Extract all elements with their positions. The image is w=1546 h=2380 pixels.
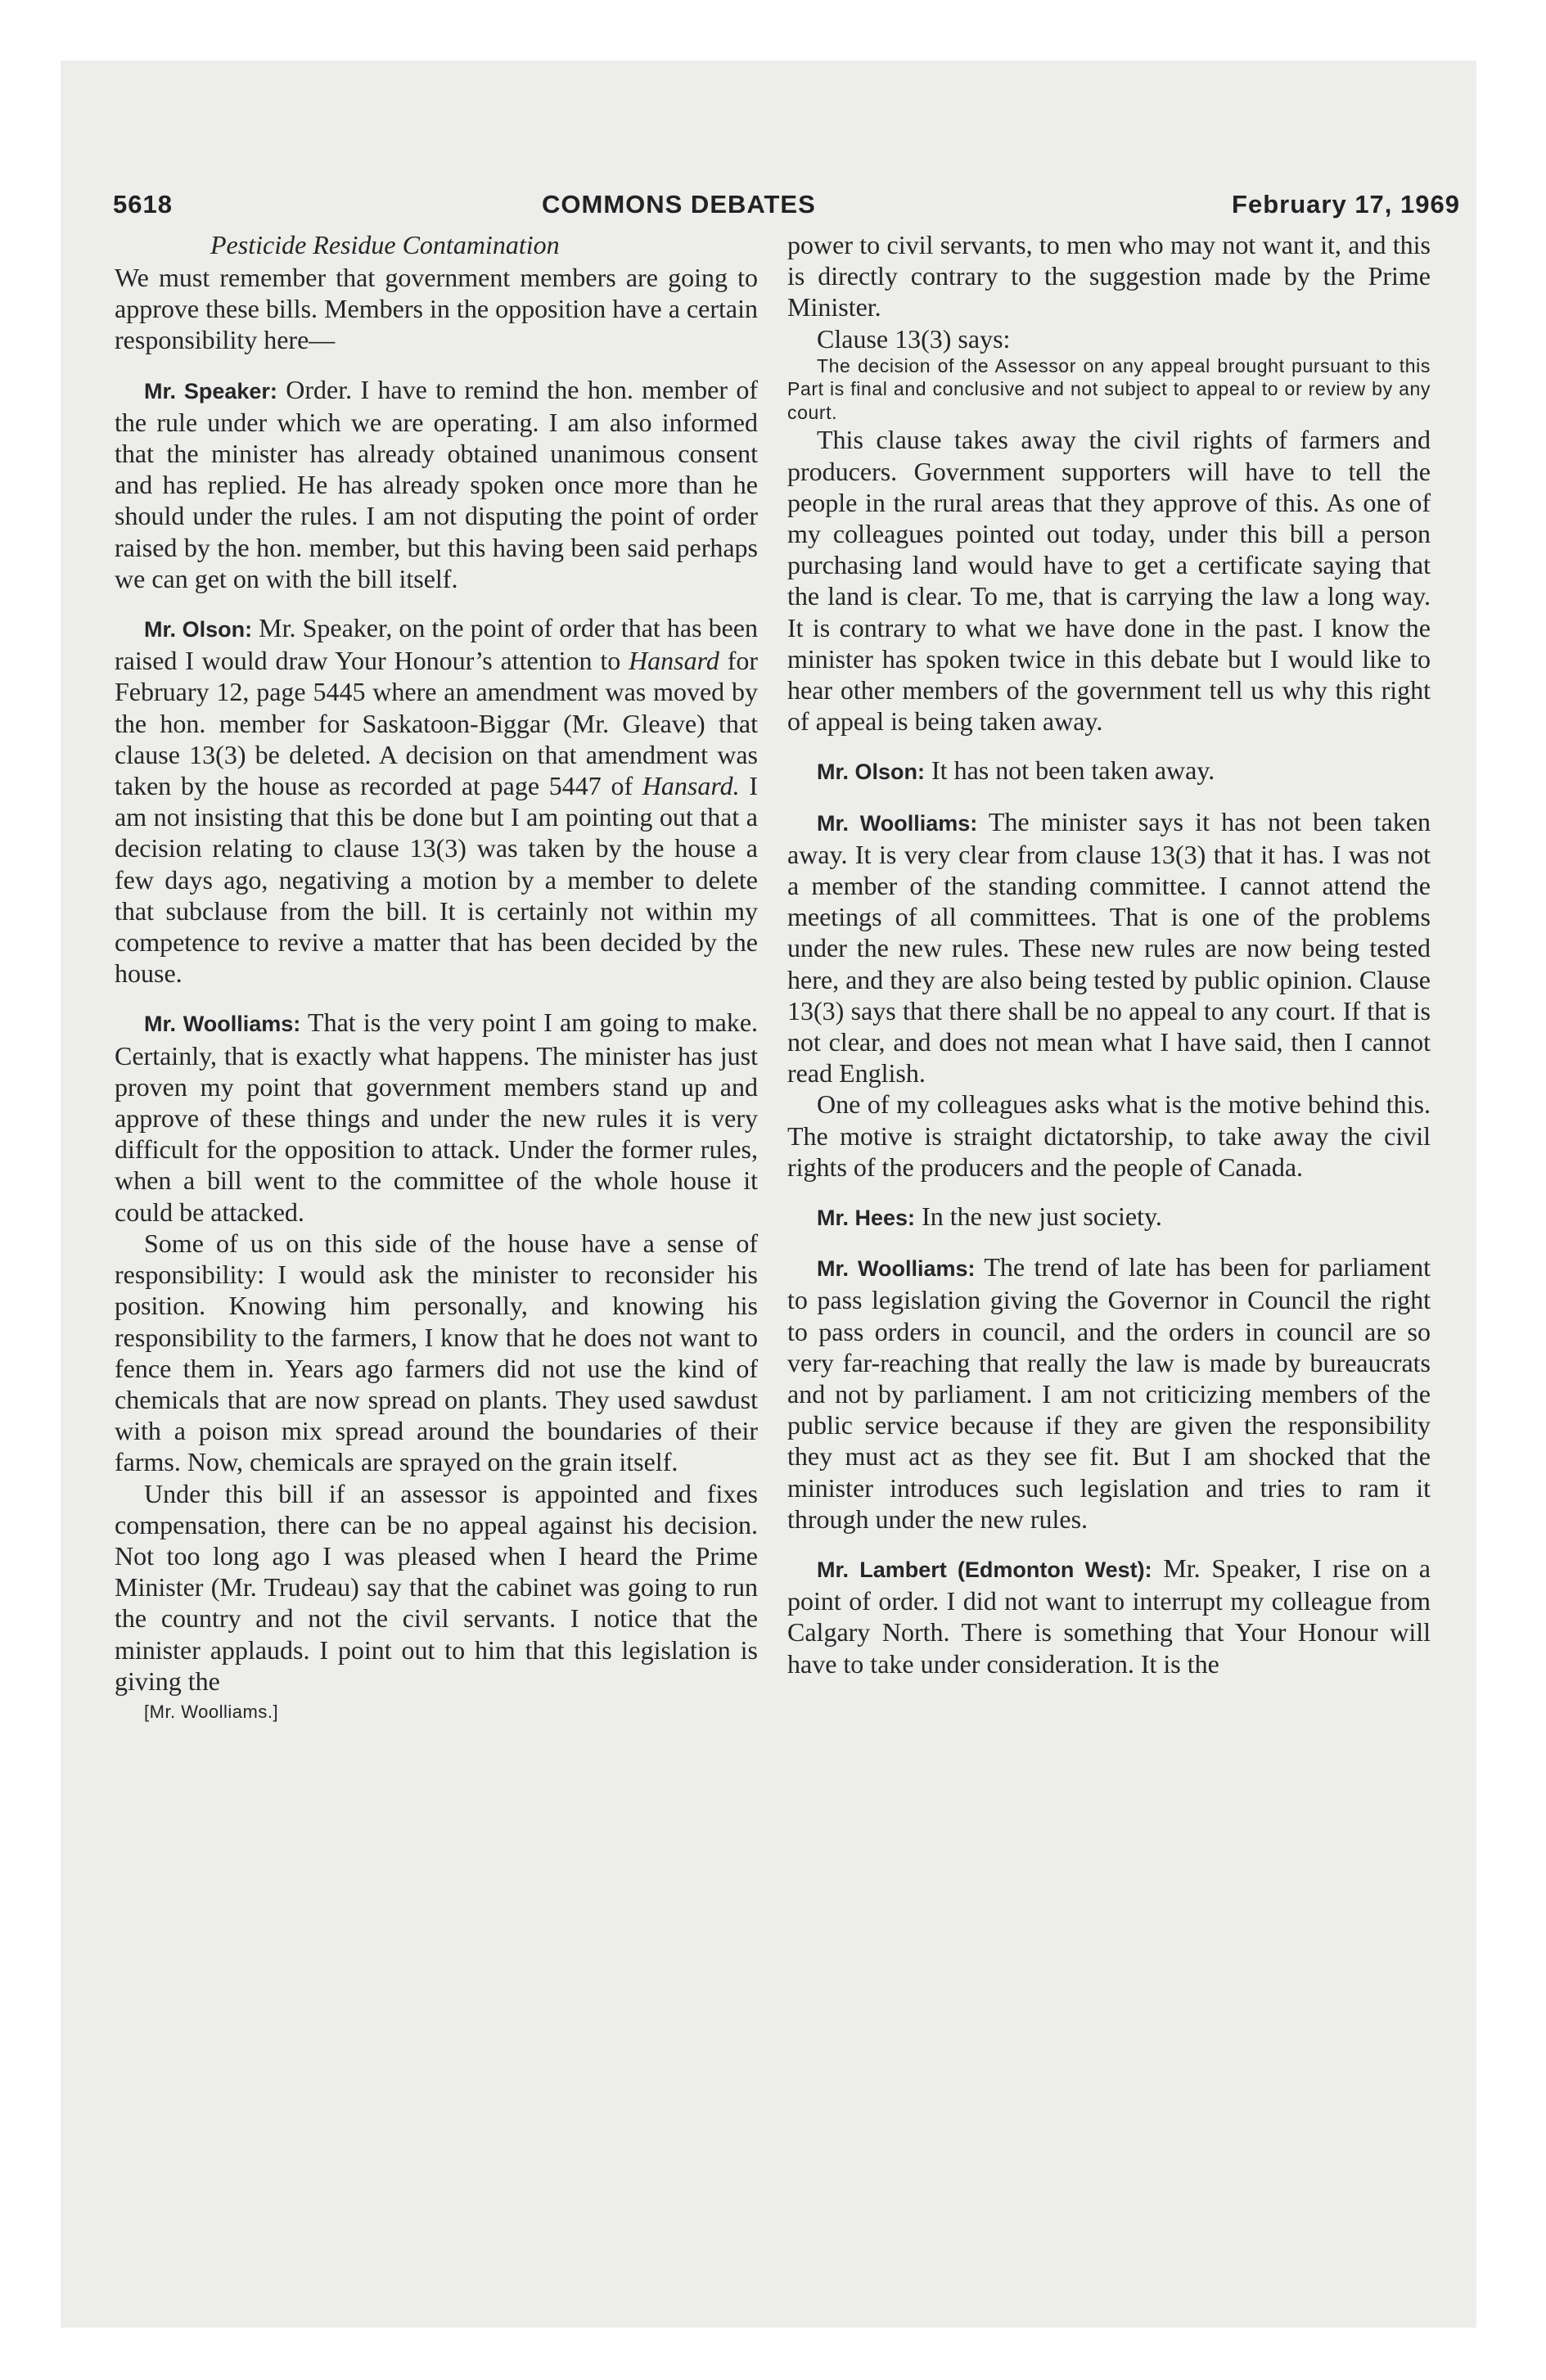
speech-paragraph — [787, 1553, 1431, 1679]
publication-reference: Hansard — [629, 646, 719, 676]
speaker-footer: [Mr. Woolliams.] — [144, 1701, 279, 1722]
left-column — [115, 229, 758, 1728]
quoted-clause: The decision of the Assessor on any appeal brought pursuant to this Part is final and conclusive and not subject to appeal to or review by any court. — [787, 354, 1431, 423]
speech-paragraph — [787, 1201, 1431, 1233]
paragraph: power to civil servants, to men who may not want it, and this is directly contrary to the suggestion made by the Prime Minister. — [787, 230, 1431, 322]
paragraph: Under this bill if an assessor is appointed and fixes compensation, there can be no appeal against his decision. Not too long ago I was pleased when I heard the Prime Minister (Mr. Trudeau) say that the cabinet was going to run the country and not the civil servants. I notice that the minister applauds. I point out to him that this legislation is giving the — [115, 1478, 758, 1696]
publication-reference: Hansard. — [642, 771, 740, 801]
speaker-name: Mr. Olson: — [144, 617, 253, 642]
paragraph: This clause takes away the civil rights of farmers and producers. Government supporters will have to tell the people in the rural areas that they approve of this. As one of my colleagues pointed out today, under this bill a person purchasing land would have to get a certificate saying that the land is clear. To me, that is carrying the law a long way. It is contrary to what we have done in the past. I know the minister has spoken twice in this debate but I would like to hear other members of the government tell us why this right of appeal is being taken away. — [787, 425, 1431, 737]
speech-text: I am not insisting that this be done but I am pointing out that a decision relating to clause 13(3) was taken by the house a few days ago, negativing a motion by a member to delete that subclause from the bill. It is certainly not within my competence to revive a matter that has been decided by the house. — [115, 771, 758, 989]
speech-text: The minister says it has not been taken away. It is very clear from clause 13(3) that it has. I was not a member of the standing committee. I cannot attend the meetings of all committees. That is one of the problems under the new rules. These new rules are now being tested here, and they are also being tested by public opinion. Clause 13(3) says that there shall be no appeal to any court. If that is not clear, and does not mean what I have said, then I cannot read English. — [787, 806, 1431, 1089]
speech-paragraph — [115, 374, 758, 594]
speaker-name: Mr. Lambert (Edmonton West): — [817, 1557, 1152, 1583]
page-header — [113, 190, 1460, 231]
speech-paragraph — [787, 806, 1431, 1089]
speech-text: for February 12, page 5445 where an amendment was moved by the hon. member for Saskatoon-Biggar (Mr. Gleave) that clause 13(3) be deleted. A decision on that amendment was taken by the house as recorded at page 5447 of — [115, 646, 759, 801]
speech-paragraph — [787, 1251, 1431, 1535]
speech-paragraph — [787, 755, 1431, 787]
speech-text: The trend of late has been for parliament to pass legislation giving the Governor in Council the right to pass orders in council, and the orders in council are so very far-reaching that really the law is made by bureaucrats and not by parliament. I am not criticizing members of the public service because if they are given the responsibility they must act as they see fit. But I am shocked that the minister introduces such legislation and tries to ram it through under the new rules. — [787, 1252, 1431, 1534]
speech-paragraph — [115, 1007, 758, 1227]
speech-text: In the new just society. — [922, 1201, 1162, 1231]
speaker-name: Mr. Speaker: — [144, 378, 277, 403]
publication-title: COMMONS DEBATES — [542, 190, 816, 219]
speaker-name: Mr. Woolliams: — [817, 810, 978, 836]
speech-text: Order. I have to remind the hon. member of the rule under which we are operating. I am also informed that the minister has already obtained unanimous consent and has replied. He has already spoken once more than he should under the rules. I am not disputing the point of order raised by the hon. member, but this having been said perhaps we can get on with the bill itself. — [115, 374, 759, 593]
section-title: Pesticide Residue Contamination — [210, 230, 560, 259]
speaker-name: Mr. Woolliams: — [144, 1012, 301, 1037]
paragraph: Clause 13(3) says: — [817, 323, 1011, 354]
page-number: 5618 — [113, 190, 173, 219]
speech-text: Mr. Speaker, on the point of order that has been raised I would draw Your Honour’s attention to — [115, 613, 759, 676]
right-column — [787, 229, 1431, 1679]
speech-paragraph — [115, 612, 758, 989]
speaker-name: Mr. Olson: — [817, 760, 926, 785]
scanned-page — [61, 61, 1476, 2328]
paragraph: We must remember that government members are going to approve these bills. Members in the opposition have a certain responsibility here— — [115, 263, 758, 355]
speech-text: Mr. Speaker, I rise on a point of order. I did not want to interrupt my colleague from Calgary North. There is something that Your Honour will have to take under consideration. It is the — [787, 1553, 1431, 1679]
speaker-name: Mr. Woolliams: — [817, 1256, 976, 1282]
publication-date: February 17, 1969 — [1232, 190, 1460, 219]
speaker-name: Mr. Hees: — [817, 1205, 916, 1230]
speech-text: That is the very point I am going to make. Certainly, that is exactly what happens. The minister has just proven my point that government members stand up and approve of these things and under the new rules it is very difficult for the opposition to attack. Under the former rules, when a bill went to the committee of the whole house it could be attacked. — [115, 1007, 759, 1227]
speech-text: It has not been taken away. — [931, 755, 1215, 786]
paragraph: Some of us on this side of the house have a sense of responsibility: I would ask the minister to reconsider his position. Knowing him personally, and knowing his responsibility to the farmers, I know that he does not want to fence them in. Years ago farmers did not use the kind of chemicals that are now spread on plants. They used sawdust with a poison mix spread around the boundaries of their farms. Now, chemicals are sprayed on the grain itself. — [115, 1228, 758, 1477]
paragraph: One of my colleagues asks what is the motive behind this. The motive is straight dictatorship, to take away the civil rights of the producers and the people of Canada. — [787, 1089, 1431, 1182]
